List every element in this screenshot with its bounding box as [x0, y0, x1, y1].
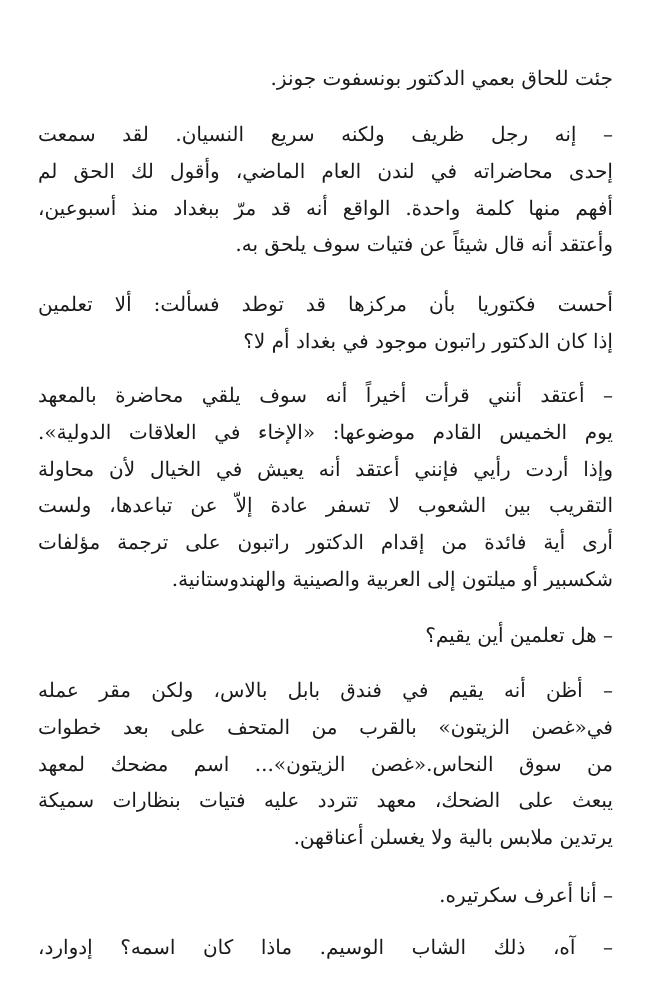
paragraph-1	[38, 60, 613, 97]
text-line: – إنه رجل ظريف ولكنه سريع النسيان. لقد سمعت	[38, 122, 613, 146]
text-line: – آه، ذلك الشاب الوسيم. ماذا كان اسمه؟ إدوارد،	[38, 935, 613, 959]
text-line: – هل تعلمين أين يقيم؟	[425, 623, 613, 647]
paragraph-8	[38, 929, 613, 966]
text-line: – أعتقد أنني قرأت أخيراً أنه سوف يلقي محاضرة بالمعهد	[38, 383, 613, 407]
text-line: شكسبير أو ميلتون إلى العربية والصينية والهندوستانية.	[171, 566, 613, 591]
paragraph-3	[38, 286, 613, 360]
text-line: إحدى محاضراته في لندن العام الماضي، وأقول لك الحق لم	[38, 158, 613, 183]
paragraph-6	[38, 672, 613, 856]
book-page	[38, 0, 613, 1000]
text-line: وأعتقد أنه قال شيئاً عن فتيات سوف يلحق به.	[235, 232, 613, 257]
text-line: من سوق النحاس.«غصن الزيتون»... اسم مضحك لمعهد	[38, 751, 613, 776]
paragraph-7	[38, 877, 613, 914]
text-line: جئت للحاق بعمي الدكتور بونسفوت جونز.	[270, 66, 613, 90]
text-line: إذا كان الدكتور راتبون موجود في بغداد أم لا؟	[243, 328, 613, 353]
text-line: وإذا أردت رأيي فإنني أعتقد أنه يعيش في الخيال لأن محاولة	[38, 456, 613, 481]
text-line: – أنا أعرف سكرتيره.	[439, 883, 613, 907]
text-line: في«غصن الزيتون» بالقرب من المتحف على بعد خطوات	[38, 714, 613, 739]
text-line: التقريب بين الشعوب لا تسفر عادة إلاّ عن تباعدها، ولست	[38, 493, 613, 518]
text-line: أفهم منها كلمة واحدة. الواقع أنه قد مرّ ببغداد منذ أسبوعين،	[38, 195, 613, 220]
text-line: أحست فكتوريا بأن مركزها قد توطد فسألت: ألا تعلمين	[38, 292, 613, 316]
paragraph-2	[38, 116, 613, 263]
text-line: يرتدين ملابس بالية ولا يغسلن أعناقهن.	[293, 825, 613, 850]
paragraph-4	[38, 377, 613, 598]
text-line: يبعث على الضحك، معهد تتردد عليه فتيات بنظارات سميكة	[38, 788, 613, 813]
text-line: أرى أية فائدة من إقدام الدكتور راتبون على ترجمة مؤلفات	[38, 530, 613, 555]
text-line: – أظن أنه يقيم في فندق بابل بالاس، ولكن مقر عمله	[38, 678, 613, 702]
text-line: يوم الخميس القادم موضوعها: «الإخاء في العلاقات الدولية».	[38, 419, 613, 444]
paragraph-5	[38, 617, 613, 654]
